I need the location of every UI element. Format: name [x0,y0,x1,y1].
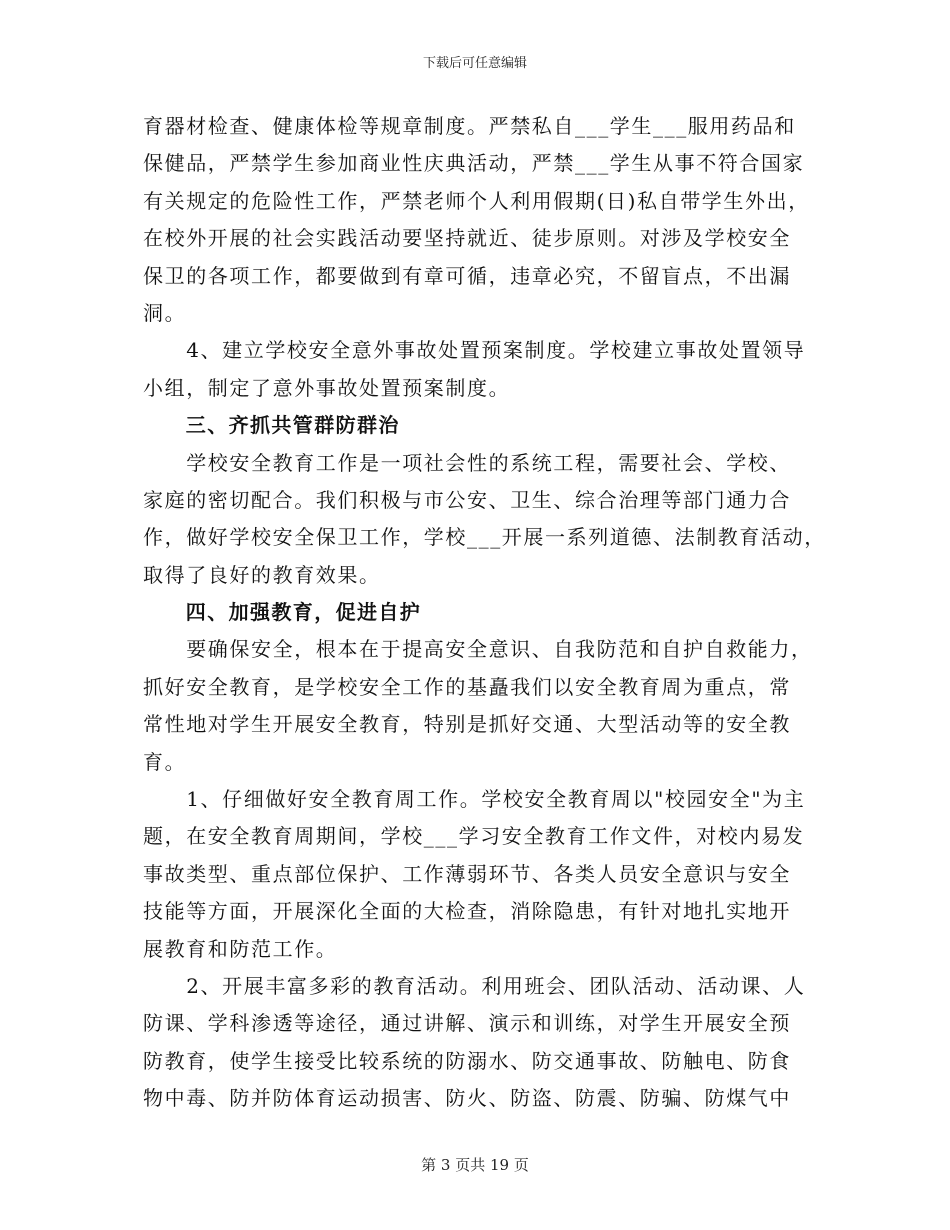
text-line: 2、开展丰富多彩的教育活动。利用班会、团队活动、活动课、人 [143,973,806,998]
text-line: 要确保安全，根本在于提高安全意识、自我防范和自护自救能力， [143,637,813,662]
text-line: 保健品，严禁学生参加商业性庆典活动，严禁___学生从事不符合国家 [143,151,805,176]
text-line: 技能等方面，开展深化全面的大检查，消除隐患，有针对地扎实地开 [143,899,791,924]
document-body [143,108,826,1118]
page-header: 下载后可任意编辑 [422,56,527,71]
text-line: 4、建立学校安全意外事故处置预案制度。学校建立事故处置领导 [143,338,806,363]
text-line: 展教育和防范工作。 [143,936,338,961]
text-line: 作，做好学校安全保卫工作，学校___开展一系列道德、法制教育活动， [143,525,826,550]
text-line: 育。 [143,749,187,774]
section-heading: 三、齐抓共管群防群治 [143,413,400,438]
text-line: 有关规定的危险性工作，严禁老师个人利用假期(日)私自带学生外出， [143,188,810,213]
section-heading: 四、加强教育，促进自护 [143,600,422,625]
text-line: 常性地对学生开展安全教育，特别是抓好交通、大型活动等的安全教 [143,712,791,737]
text-line: 小组，制定了意外事故处置预案制度。 [143,375,511,400]
text-line: 育器材检查、健康体检等规章制度。严禁私自___学生___服用药品和 [143,114,796,138]
page-number: 第 3 页共 19 页 [421,1156,529,1174]
text-line: 物中毒、防并防体育运动损害、防火、防盗、防震、防骗、防煤气中 [143,1086,791,1111]
text-line: 洞。 [143,300,187,325]
text-line: 1、仔细做好安全教育周工作。学校安全教育周以"校园安全"为主 [143,787,806,812]
text-line: 在校外开展的社会实践活动要坚持就近、徒步原则。对涉及学校安全 [143,226,791,251]
text-line: 防课、学科渗透等途径，通过讲解、演示和训练，对学生开展安全预 [143,1011,791,1036]
text-line: 事故类型、重点部位保护、工作薄弱环节、各类人员安全意识与安全 [143,861,791,886]
text-line: 学校安全教育工作是一项社会性的系统工程，需要社会、学校、 [143,450,791,475]
text-line: 防教育，使学生接受比较系统的防溺水、防交通事故、防触电、防食 [143,1048,791,1073]
text-line: 取得了良好的教育效果。 [143,562,381,587]
text-line: 题，在安全教育周期间，学校___学习安全教育工作文件，对校内易发 [143,824,805,849]
text-line: 家庭的密切配合。我们积极与市公安、卫生、综合治理等部门通力合 [143,487,791,512]
text-line: 保卫的各项工作，都要做到有章可循，违章必究，不留盲点，不出漏 [143,263,791,288]
text-line: 抓好安全教育，是学校安全工作的基矗我们以安全教育周为重点，常 [143,674,791,699]
